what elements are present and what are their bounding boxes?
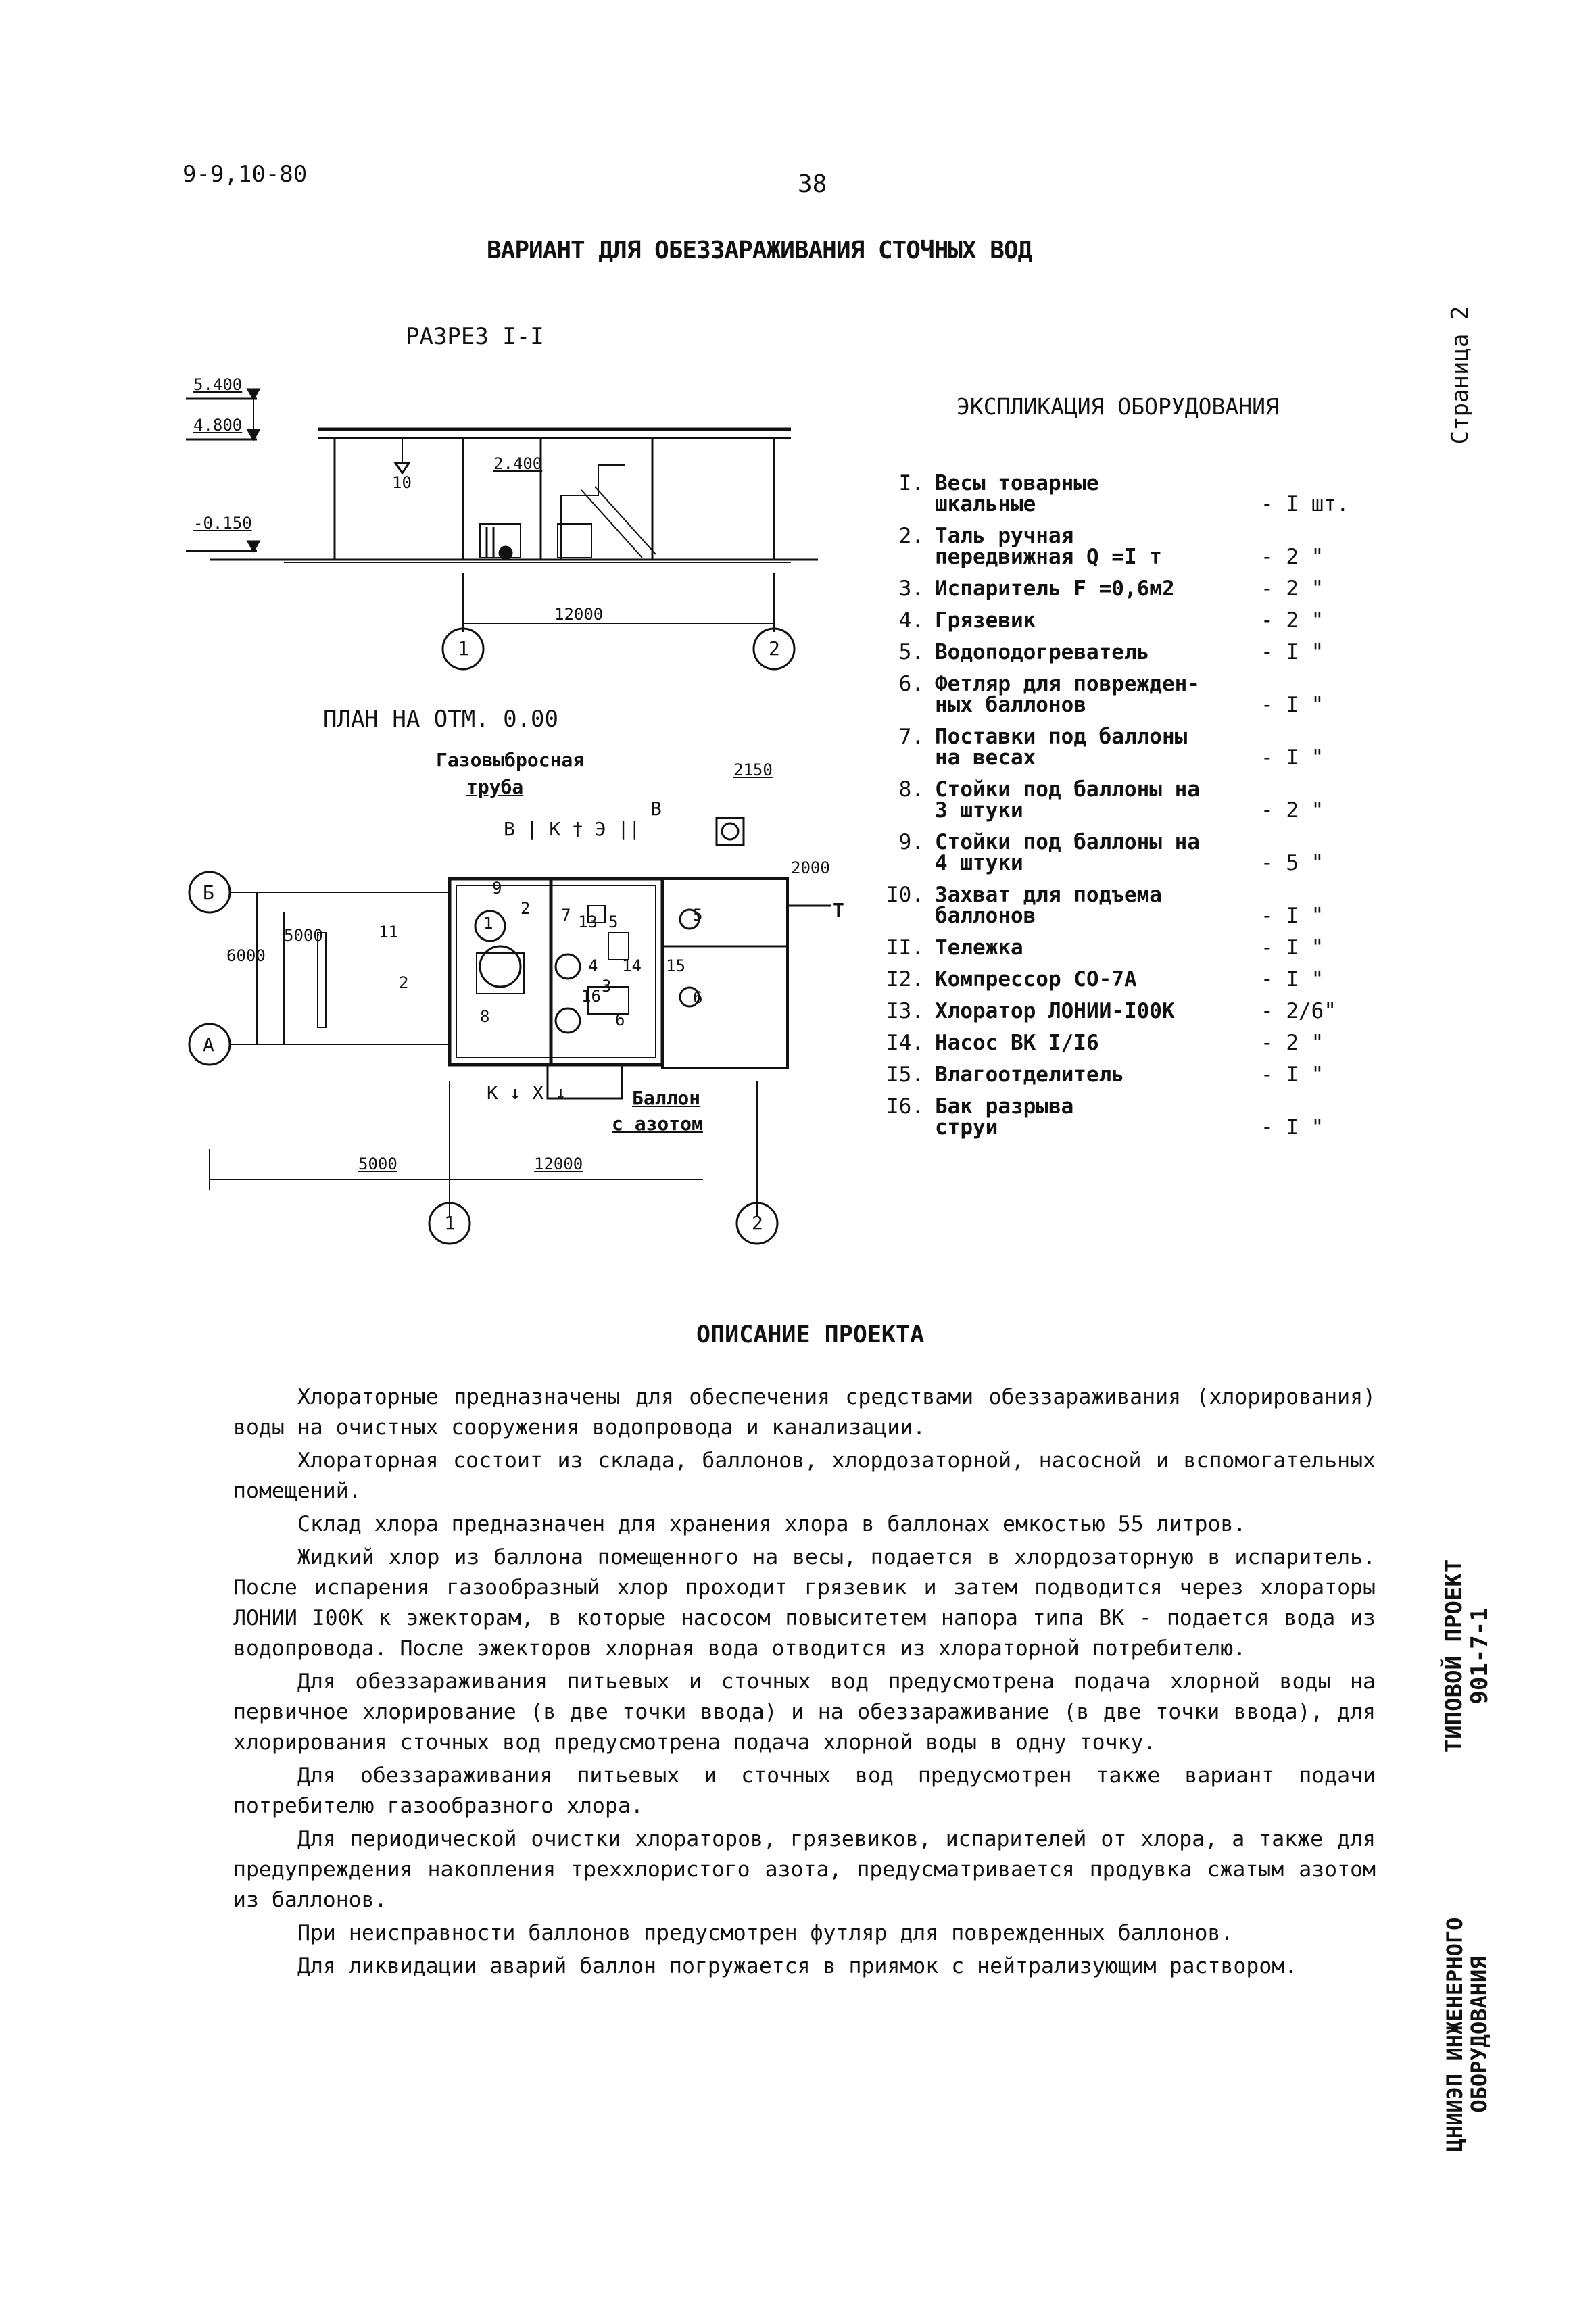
plan-axis-b: Б (203, 881, 214, 904)
equipment-item-name: Бак разрыва струи (935, 1094, 1074, 1140)
equipment-item-quantity: - I " (1261, 640, 1324, 664)
elevation-mid: 4.800 (193, 416, 243, 435)
equipment-item-quantity: - 2 " (1261, 798, 1324, 823)
equipment-item (869, 1096, 1382, 1138)
sheet-title: ВАРИАНТ ДЛЯ ОБЕЗЗАРАЖИВАНИЯ СТОЧНЫХ ВОД (487, 237, 1032, 264)
section-span-dimension: 12000 (554, 605, 604, 624)
equipment-item-quantity: - I " (1261, 1063, 1324, 1087)
equipment-item-number: II. (886, 935, 924, 960)
plan-callout: 11 (379, 923, 398, 942)
equipment-item-name: Насос ВК I/I6 (935, 1031, 1099, 1055)
plan-callout: 4 (588, 956, 598, 975)
elevation-top: 5.400 (193, 375, 243, 394)
equipment-item-name: Компрессор СО-7А (935, 967, 1137, 992)
equipment-item-name: Поставки под баллоны на весах (935, 725, 1188, 770)
equipment-item (869, 473, 1382, 515)
plan-callout: 5 (608, 912, 619, 931)
equipment-item-number: I4. (886, 1031, 924, 1055)
section-title: РАЗРЕЗ I-I (406, 323, 544, 350)
plan-callout: 8 (480, 1007, 490, 1026)
plan-axis-1: 1 (444, 1212, 456, 1234)
equipment-list (869, 473, 1382, 1149)
side-organization-label (1430, 1893, 1504, 2176)
equipment-item-name: Стойки под баллоны на 3 штуки (935, 777, 1200, 823)
equipment-title: ЭКСПЛИКАЦИЯ ОБОРУДОВАНИЯ (957, 393, 1279, 420)
plan-callout: 13 (578, 912, 598, 931)
equipment-item (869, 1065, 1382, 1086)
plan-callout: 6 (693, 988, 703, 1007)
gas-pipe-label-line1: Газовыбросная (436, 749, 585, 771)
plan-callout: 1 (483, 914, 493, 933)
equipment-item (869, 579, 1382, 600)
section-axis-2: 2 (769, 637, 780, 660)
equipment-item-name: Тележка (935, 935, 1023, 960)
plan-callout: 15 (666, 956, 685, 975)
crane-dimension: 2.400 (493, 454, 543, 473)
equipment-item-quantity: - I " (1261, 904, 1324, 928)
elevation-bottom: -0.150 (193, 514, 252, 533)
description-paragraph: Для обеззараживания питьевых и сточных вод предусмотрена подача хлорной воды на первичное хлорирование (в две точки ввода) и на обеззараживание (в две точки ввода), для хлорирования сточных вод предусмотрена подача хлорной воды в одну точку. (233, 1670, 1376, 1755)
side-project-label (1430, 1534, 1504, 1778)
description-paragraph: Хлораторная состоит из склада, баллонов, хлордозаторной, насосной и вспомогательных помещений. (233, 1448, 1376, 1503)
page-number: 38 (798, 170, 827, 198)
equipment-item-number: 6. (898, 672, 924, 696)
plan-axis-a: А (203, 1033, 214, 1056)
side-organization-text: ЦНИИЭП ИНЖЕНЕРНОГО ОБОРУДОВАНИЯ (1442, 1917, 1492, 2152)
equipment-item-number: I5. (886, 1063, 924, 1087)
equipment-item-quantity: - I " (1261, 746, 1324, 770)
equipment-item-name: Влагоотделитель (935, 1063, 1124, 1087)
plan-callout: 3 (602, 977, 612, 996)
plan-callout: 14 (622, 956, 642, 975)
plan-callout: 2 (521, 899, 531, 918)
section-axis-1: 1 (458, 637, 469, 660)
gas-pipe-dimension: 2150 (733, 760, 773, 779)
plan-dimension-left-inner: 5000 (284, 926, 323, 945)
equipment-item-number: 7. (898, 725, 924, 749)
equipment-item-number: 5. (898, 640, 924, 664)
side-page-text: Страница 2 (1447, 306, 1474, 445)
equipment-item (869, 969, 1382, 990)
equipment-item-quantity: - I " (1261, 935, 1324, 960)
equipment-item-quantity: - 2 " (1261, 608, 1324, 633)
equipment-item-name: Водоподогреватель (935, 640, 1150, 664)
document-number: 9-9,10-80 (183, 161, 308, 188)
equipment-item-name: Фетляр для поврежден- ных баллонов (935, 672, 1200, 717)
equipment-item-name: Грязевик (935, 608, 1036, 633)
equipment-item (869, 832, 1382, 874)
equipment-item-number: I. (898, 471, 924, 495)
description-paragraph: Жидкий хлор из баллона помещенного на весы, подается в хлордозаторную в испаритель. После испарения газообразный хлор проходит грязевик и затем подводится через хлораторы ЛОНИИ I00К к эжекторам, в которые насосом повыситетем напора типа ВК - подается вода из водопровода. После эжекторов хлорная вода отводится из хлораторной потребителю. (233, 1545, 1376, 1661)
equipment-item (869, 1001, 1382, 1022)
plan-top-letter-b: В (650, 798, 662, 820)
equipment-item-name: Хлоратор ЛОНИИ-I00К (935, 999, 1175, 1023)
equipment-item-quantity: - 2/6" (1261, 999, 1336, 1023)
equipment-item-number: 2. (898, 524, 924, 548)
plan-callout: 6 (615, 1010, 625, 1029)
description-paragraph: Для ликвидации аварий баллон погружается в приямок с нейтрализующим раствором. (297, 1954, 1298, 1978)
crane-callout: 10 (392, 473, 412, 492)
gas-pipe-label-line2: труба (466, 776, 524, 798)
equipment-item-quantity: - I шт. (1261, 492, 1349, 516)
plan-side-dimension: 2000 (791, 858, 830, 877)
equipment-item-quantity: - I " (1261, 1115, 1324, 1140)
equipment-item (869, 1033, 1382, 1054)
plan-callout: 2 (399, 973, 409, 992)
equipment-item-number: 9. (898, 830, 924, 854)
description-paragraph: Хлораторные предназначены для обеспечения средствами обеззараживания (хлорирования) воды на очистных сооружения водопровода и канализации. (233, 1385, 1376, 1440)
plan-dimension-bottom-span: 12000 (534, 1154, 583, 1173)
plan-arrow-label: Т (833, 899, 844, 921)
equipment-item-name: Захват для подъема баллонов (935, 883, 1162, 928)
plan-bottom-inputs: К ↓ Х ↓ (487, 1081, 567, 1104)
plan-callout: 5 (693, 906, 703, 925)
equipment-item (869, 642, 1382, 663)
side-project-text: ТИПОВОЙ ПРОЕКТ 901-7-1 (1441, 1559, 1493, 1753)
equipment-item-number: 8. (898, 777, 924, 802)
equipment-item-number: 3. (898, 577, 924, 601)
description-paragraph: Для обеззараживания питьевых и сточных вод предусмотрен также вариант подачи потребителю газообразного хлора. (233, 1763, 1376, 1818)
description-paragraph: Склад хлора предназначен для хранения хлора в баллонах емкостью 55 литров. (297, 1512, 1247, 1536)
plan-callout: 7 (561, 906, 571, 925)
equipment-item-quantity: - I " (1261, 967, 1324, 992)
plan-top-inputs: В | К † Э || (504, 818, 641, 840)
equipment-item (869, 727, 1382, 769)
equipment-item (869, 937, 1382, 958)
plan-dimension-left-outer: 6000 (226, 946, 266, 965)
description-paragraph: Для периодической очистки хлораторов, грязевиков, испарителей от хлора, а также для предупреждения накопления треххлористого азота, предусматривается продувка сжатым азотом из баллонов. (233, 1827, 1376, 1912)
nitrogen-balloon-label-line2: с азотом (612, 1113, 703, 1135)
description-body (233, 1382, 1376, 1984)
plan-callout: 9 (492, 879, 502, 898)
equipment-item (869, 526, 1382, 568)
plan-callout: 16 (581, 987, 601, 1006)
equipment-item (869, 885, 1382, 927)
description-title: ОПИСАНИЕ ПРОЕКТА (696, 1321, 925, 1348)
equipment-item-quantity: - 2 " (1261, 545, 1324, 569)
equipment-item-quantity: - 5 " (1261, 851, 1324, 875)
nitrogen-balloon-label-line1: Баллон (632, 1087, 701, 1109)
equipment-item-quantity: - 2 " (1261, 577, 1324, 601)
plan-dimension-bottom-left: 5000 (358, 1154, 397, 1173)
description-paragraph: При неисправности баллонов предусмотрен футляр для поврежденных баллонов. (297, 1921, 1234, 1945)
equipment-item-number: 4. (898, 608, 924, 633)
equipment-item-quantity: - I " (1261, 693, 1324, 717)
equipment-item (869, 674, 1382, 716)
equipment-item-name: Испаритель F =0,6м2 (935, 577, 1175, 601)
equipment-item (869, 610, 1382, 631)
equipment-item-number: I6. (886, 1094, 924, 1119)
equipment-item-name: Стойки под баллоны на 4 штуки (935, 830, 1200, 875)
equipment-item (869, 779, 1382, 821)
equipment-item-number: I2. (886, 967, 924, 992)
equipment-item-name: Весы товарные шкальные (935, 471, 1099, 516)
equipment-item-name: Таль ручная передвижная Q =I т (935, 524, 1162, 569)
equipment-item-number: I0. (886, 883, 924, 907)
section-drawing (183, 372, 831, 689)
equipment-item-quantity: - 2 " (1261, 1031, 1324, 1055)
equipment-item-number: I3. (886, 999, 924, 1023)
plan-title: ПЛАН НА ОТМ. 0.00 (323, 706, 558, 733)
plan-axis-2: 2 (752, 1212, 763, 1234)
side-page-label (1440, 291, 1480, 460)
